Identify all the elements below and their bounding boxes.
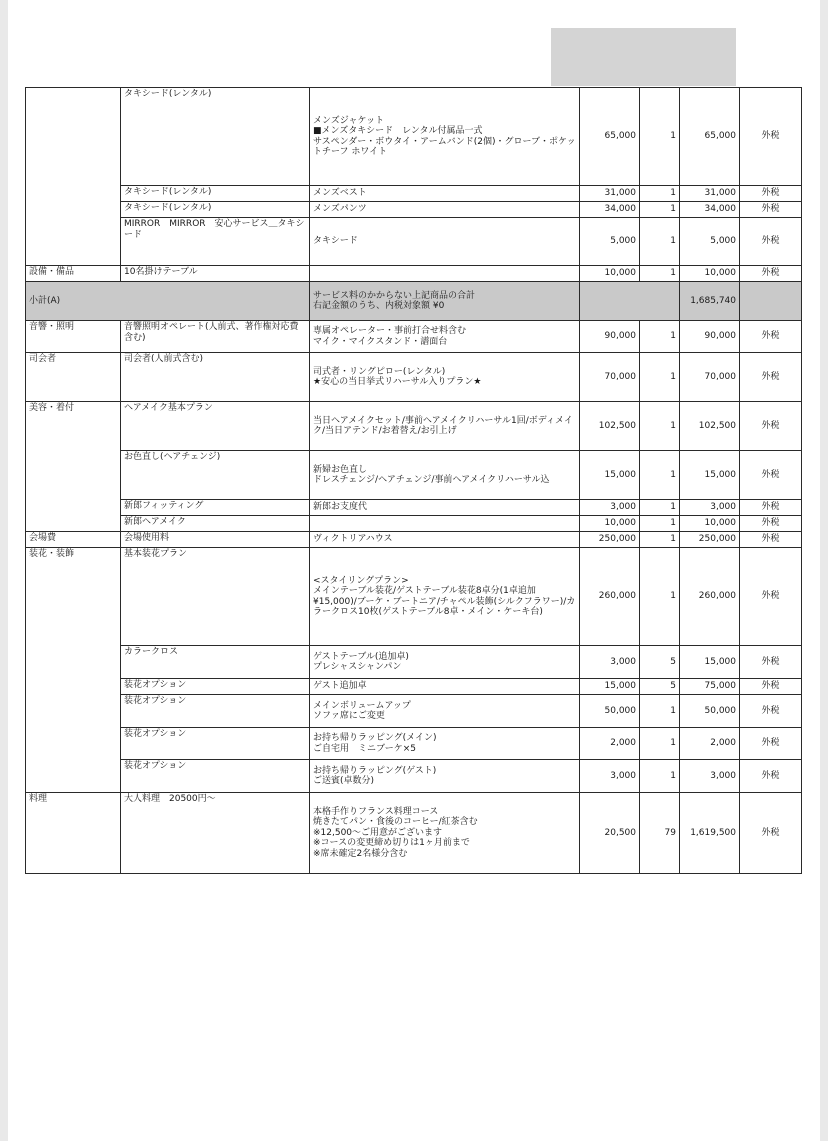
unit-price-cell: 31,000 — [580, 186, 640, 202]
description-cell: メインボリュームアップ ソファ席にご変更 — [310, 695, 580, 728]
amount-cell: 3,000 — [680, 500, 740, 516]
table-row — [26, 88, 802, 186]
description-cell: ゲスト追加卓 — [310, 679, 580, 695]
qty-cell: 1 — [640, 532, 680, 548]
table-row — [26, 186, 802, 202]
tax-cell: 外税 — [740, 88, 802, 186]
qty-cell: 1 — [640, 695, 680, 728]
amount-cell: 250,000 — [680, 532, 740, 548]
amount-cell: 70,000 — [680, 353, 740, 402]
item-cell: 新郎フィッティング — [121, 500, 310, 516]
tax-cell: 外税 — [740, 679, 802, 695]
subtotal-tax-cell — [740, 282, 802, 321]
unit-price-cell: 260,000 — [580, 548, 640, 646]
category-cell — [26, 728, 121, 760]
item-cell: お色直し(ヘアチェンジ) — [121, 451, 310, 500]
item-cell: 新郎ヘアメイク — [121, 516, 310, 532]
category-cell — [26, 679, 121, 695]
description-cell: <スタイリングプラン> メインテーブル装花/ゲストテーブル装花8卓分(1卓追加¥15,000)/ブーケ・ブートニア/チャペル装飾(シルクフラワー)/カラークロス10枚(ゲストテーブル8卓・メイン・ケーキ台) — [310, 548, 580, 646]
category-cell: 音響・照明 — [26, 321, 121, 353]
subtotal-description: サービス料のかからない上記商品の合計 右記金額のうち、内税対象額 ¥0 — [310, 282, 580, 321]
tax-cell: 外税 — [740, 402, 802, 451]
table-row — [26, 532, 802, 548]
item-cell: 音響照明オペレート(人前式、著作権対応費含む) — [121, 321, 310, 353]
tax-cell: 外税 — [740, 793, 802, 874]
tax-cell: 外税 — [740, 500, 802, 516]
item-cell: 装花オプション — [121, 679, 310, 695]
qty-cell: 1 — [640, 88, 680, 186]
amount-cell: 65,000 — [680, 88, 740, 186]
qty-cell: 1 — [640, 728, 680, 760]
description-cell: 専属オペレーター・事前打合せ料含む マイク・マイクスタンド・譜面台 — [310, 321, 580, 353]
table-row — [26, 793, 802, 874]
qty-cell: 1 — [640, 321, 680, 353]
item-cell: 装花オプション — [121, 760, 310, 793]
tax-cell: 外税 — [740, 266, 802, 282]
category-cell: 会場費 — [26, 532, 121, 548]
item-cell: 装花オプション — [121, 728, 310, 760]
tax-cell: 外税 — [740, 728, 802, 760]
table-row — [26, 695, 802, 728]
qty-cell: 1 — [640, 353, 680, 402]
amount-cell: 34,000 — [680, 202, 740, 218]
amount-cell: 1,619,500 — [680, 793, 740, 874]
page-left-edge — [0, 0, 8, 1141]
qty-cell: 1 — [640, 516, 680, 532]
tax-cell: 外税 — [740, 548, 802, 646]
table-row — [26, 266, 802, 282]
unit-price-cell: 3,000 — [580, 500, 640, 516]
tax-cell: 外税 — [740, 532, 802, 548]
unit-price-cell: 65,000 — [580, 88, 640, 186]
item-cell: 会場使用料 — [121, 532, 310, 548]
item-cell: MIRROR MIRROR 安心サービス＿タキシード — [121, 218, 310, 266]
category-cell: 設備・備品 — [26, 266, 121, 282]
qty-cell: 1 — [640, 202, 680, 218]
tax-cell: 外税 — [740, 353, 802, 402]
qty-cell: 5 — [640, 646, 680, 679]
description-cell: お持ち帰りラッピング(ゲスト) ご送賓(卓数分) — [310, 760, 580, 793]
category-cell — [26, 500, 121, 516]
item-cell: 基本装花プラン — [121, 548, 310, 646]
table-row — [26, 679, 802, 695]
tax-cell: 外税 — [740, 646, 802, 679]
item-cell: 大人料理 20500円〜 — [121, 793, 310, 874]
item-cell: カラークロス — [121, 646, 310, 679]
description-cell: 新郎お支度代 — [310, 500, 580, 516]
subtotal-amount: 1,685,740 — [680, 282, 740, 321]
unit-price-cell: 5,000 — [580, 218, 640, 266]
item-cell: 10名掛けテーブル — [121, 266, 310, 282]
unit-price-cell: 102,500 — [580, 402, 640, 451]
category-cell: 美容・着付 — [26, 402, 121, 451]
table-row — [26, 202, 802, 218]
table-row — [26, 760, 802, 793]
amount-cell: 10,000 — [680, 516, 740, 532]
description-cell: メンズジャケット ■メンズタキシード レンタル付属品一式 サスペンダー・ボウタイ・アームバンド(2個)・グローブ・ポケットチーフ ホワイト — [310, 88, 580, 186]
item-cell: タキシード(レンタル) — [121, 186, 310, 202]
item-cell: 司会者(人前式含む) — [121, 353, 310, 402]
table-row — [26, 500, 802, 516]
unit-price-cell: 250,000 — [580, 532, 640, 548]
table-row — [26, 728, 802, 760]
tax-cell: 外税 — [740, 516, 802, 532]
table-row — [26, 451, 802, 500]
tax-cell: 外税 — [740, 218, 802, 266]
category-cell — [26, 646, 121, 679]
amount-cell: 5,000 — [680, 218, 740, 266]
amount-cell: 50,000 — [680, 695, 740, 728]
description-cell — [310, 266, 580, 282]
unit-price-cell: 50,000 — [580, 695, 640, 728]
description-cell: お持ち帰りラッピング(メイン) ご自宅用 ミニブーケ×5 — [310, 728, 580, 760]
category-cell — [26, 451, 121, 500]
tax-cell: 外税 — [740, 760, 802, 793]
unit-price-cell: 20,500 — [580, 793, 640, 874]
unit-price-cell: 70,000 — [580, 353, 640, 402]
tax-cell: 外税 — [740, 695, 802, 728]
category-cell — [26, 186, 121, 202]
category-cell — [26, 695, 121, 728]
amount-cell: 90,000 — [680, 321, 740, 353]
table-row — [26, 218, 802, 266]
description-cell: ヴィクトリアハウス — [310, 532, 580, 548]
subtotal-label: 小計(A) — [26, 282, 310, 321]
table-row — [26, 353, 802, 402]
amount-cell: 10,000 — [680, 266, 740, 282]
amount-cell: 15,000 — [680, 646, 740, 679]
tax-cell: 外税 — [740, 186, 802, 202]
item-cell: タキシード(レンタル) — [121, 202, 310, 218]
category-cell: 装花・装飾 — [26, 548, 121, 646]
category-cell — [26, 88, 121, 186]
category-cell: 司会者 — [26, 353, 121, 402]
qty-cell: 1 — [640, 186, 680, 202]
tax-cell: 外税 — [740, 321, 802, 353]
category-cell — [26, 202, 121, 218]
item-cell: タキシード(レンタル) — [121, 88, 310, 186]
qty-cell: 1 — [640, 402, 680, 451]
unit-price-cell: 3,000 — [580, 646, 640, 679]
amount-cell: 15,000 — [680, 451, 740, 500]
description-cell: 司式者・リングピロー(レンタル) ★安心の当日挙式リハーサル入りプラン★ — [310, 353, 580, 402]
category-cell — [26, 516, 121, 532]
description-cell: 本格手作りフランス料理コース 焼きたてパン・食後のコーヒー/紅茶含む ※12,500〜ご用意がございます ※コースの変更締め切りは1ヶ月前まで ※席未確定2名様分含む — [310, 793, 580, 874]
table-row — [26, 646, 802, 679]
qty-cell: 1 — [640, 548, 680, 646]
item-cell: 装花オプション — [121, 695, 310, 728]
unit-price-cell: 3,000 — [580, 760, 640, 793]
unit-price-cell: 10,000 — [580, 266, 640, 282]
qty-cell: 1 — [640, 266, 680, 282]
description-cell — [310, 516, 580, 532]
category-cell — [26, 760, 121, 793]
table-row — [26, 402, 802, 451]
estimate-table — [25, 87, 802, 874]
tax-cell: 外税 — [740, 202, 802, 218]
unit-price-cell: 90,000 — [580, 321, 640, 353]
unit-price-cell: 34,000 — [580, 202, 640, 218]
tax-cell: 外税 — [740, 451, 802, 500]
subtotal-row — [26, 282, 802, 321]
description-cell: 当日ヘアメイクセット/事前ヘアメイクリハーサル1回/ボディメイク/当日アテンド/お着替え/お引上げ — [310, 402, 580, 451]
unit-price-cell: 15,000 — [580, 451, 640, 500]
page-right-edge — [820, 0, 828, 1141]
table-row — [26, 321, 802, 353]
description-cell: タキシード — [310, 218, 580, 266]
redacted-area — [551, 28, 736, 86]
qty-cell: 1 — [640, 451, 680, 500]
description-cell: メンズベスト — [310, 186, 580, 202]
table-row — [26, 548, 802, 646]
category-cell — [26, 218, 121, 266]
amount-cell: 3,000 — [680, 760, 740, 793]
qty-cell: 1 — [640, 218, 680, 266]
description-cell: メンズパンツ — [310, 202, 580, 218]
description-cell: 新婦お色直し ドレスチェンジ/ヘアチェンジ/事前ヘアメイクリハーサル込 — [310, 451, 580, 500]
amount-cell: 2,000 — [680, 728, 740, 760]
unit-price-cell: 15,000 — [580, 679, 640, 695]
amount-cell: 260,000 — [680, 548, 740, 646]
qty-cell: 1 — [640, 760, 680, 793]
subtotal-empty-cell — [580, 282, 680, 321]
amount-cell: 102,500 — [680, 402, 740, 451]
unit-price-cell: 2,000 — [580, 728, 640, 760]
description-cell: ゲストテーブル(追加卓) プレシャスシャンパン — [310, 646, 580, 679]
table-row — [26, 516, 802, 532]
qty-cell: 5 — [640, 679, 680, 695]
category-cell: 料理 — [26, 793, 121, 874]
amount-cell: 31,000 — [680, 186, 740, 202]
amount-cell: 75,000 — [680, 679, 740, 695]
unit-price-cell: 10,000 — [580, 516, 640, 532]
qty-cell: 79 — [640, 793, 680, 874]
item-cell: ヘアメイク基本プラン — [121, 402, 310, 451]
qty-cell: 1 — [640, 500, 680, 516]
